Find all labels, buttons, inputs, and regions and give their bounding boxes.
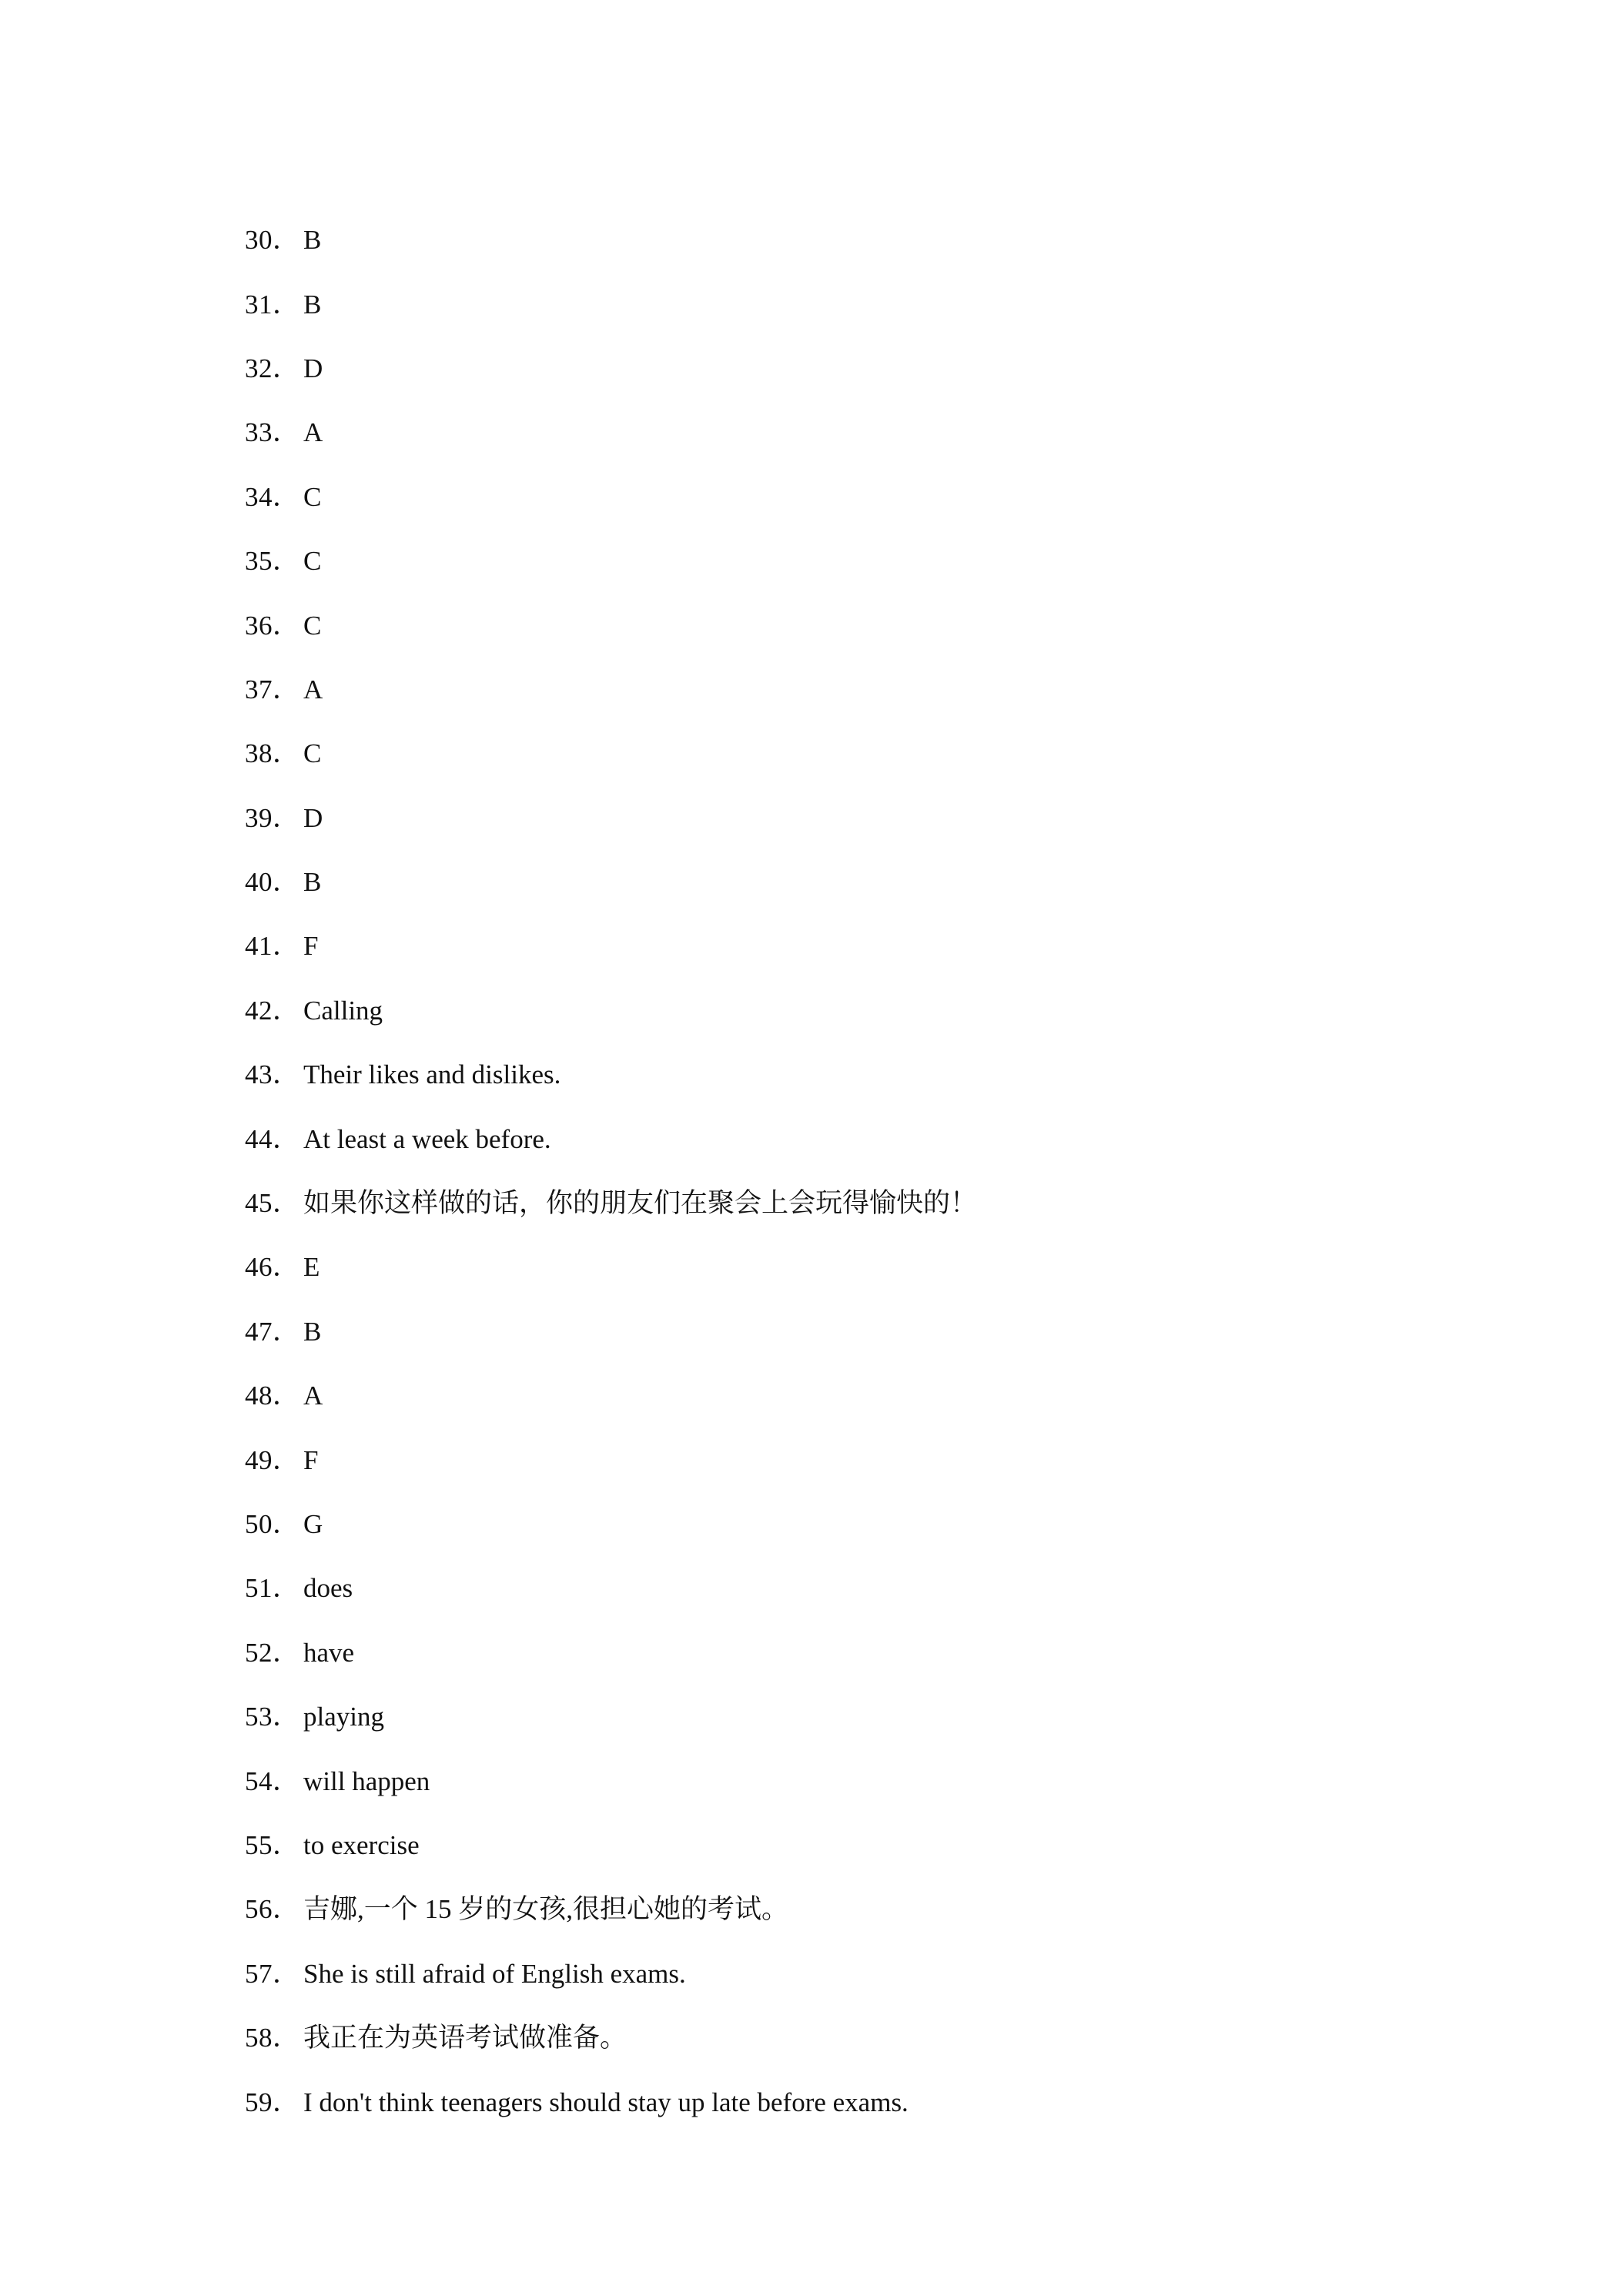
answer-text: C (303, 610, 322, 641)
answer-number: 45． (245, 1188, 300, 1219)
answer-number: 36． (245, 610, 300, 641)
answer-text: I don't think teenagers should stay up late before exams. (303, 2087, 909, 2117)
answer-list (245, 208, 1477, 2134)
answer-number: 52． (245, 1637, 300, 1668)
answer-row (245, 1106, 1477, 1170)
answer-text: F (303, 931, 319, 962)
answer-row (245, 1942, 1477, 2006)
answer-row (245, 1171, 1477, 1235)
answer-text: A (303, 1381, 323, 1411)
answer-row (245, 2006, 1477, 2070)
answer-text: She is still afraid of English exams. (303, 1958, 686, 1989)
answer-text: E (303, 1252, 320, 1283)
answer-row (245, 529, 1477, 593)
answer-text: Calling (303, 995, 383, 1026)
answer-number: 37． (245, 674, 300, 705)
answer-row (245, 1621, 1477, 1685)
answer-number: 48． (245, 1381, 300, 1411)
answer-row (245, 336, 1477, 400)
answer-number: 46． (245, 1252, 300, 1283)
answer-number: 58． (245, 2023, 300, 2053)
answer-text: will happen (303, 1766, 430, 1796)
answer-text: does (303, 1573, 353, 1604)
answer-row (245, 1300, 1477, 1364)
answer-row (245, 593, 1477, 657)
answer-number: 31． (245, 289, 300, 320)
answer-number: 44． (245, 1123, 300, 1154)
answer-row (245, 850, 1477, 914)
answer-number: 43． (245, 1059, 300, 1090)
answer-text: C (303, 546, 322, 577)
answer-row (245, 786, 1477, 850)
answer-row (245, 1749, 1477, 1812)
answer-number: 34． (245, 481, 300, 512)
answer-text: A (303, 417, 323, 448)
answer-row (245, 272, 1477, 336)
answer-text: 我正在为英语考试做准备。 (303, 2023, 627, 2053)
answer-text: to exercise (303, 1829, 420, 1860)
answer-row (245, 914, 1477, 978)
answer-row (245, 1235, 1477, 1299)
answer-number: 50． (245, 1509, 300, 1539)
answer-row (245, 1556, 1477, 1620)
answer-number: 33． (245, 417, 300, 448)
answer-number: 47． (245, 1316, 300, 1347)
answer-row (245, 400, 1477, 464)
answer-number: 53． (245, 1702, 300, 1732)
answer-number: 41． (245, 931, 300, 962)
answer-row (245, 1877, 1477, 1941)
answer-row (245, 208, 1477, 272)
answer-row (245, 979, 1477, 1043)
answer-row (245, 1813, 1477, 1877)
answer-row (245, 721, 1477, 785)
answer-row (245, 1364, 1477, 1427)
answer-number: 42． (245, 995, 300, 1026)
answer-text: D (303, 353, 323, 383)
answer-text: have (303, 1637, 355, 1668)
answer-text: B (303, 1316, 322, 1347)
answer-number: 55． (245, 1829, 300, 1860)
answer-text: At least a week before. (303, 1123, 551, 1154)
answer-number: 49． (245, 1444, 300, 1475)
answer-text: C (303, 738, 322, 769)
answer-number: 30． (245, 225, 300, 256)
answer-number: 35． (245, 546, 300, 577)
answer-text: 如果你这样做的话，你的朋友们在聚会上会玩得愉快的！ (303, 1188, 978, 1219)
answer-text: 吉娜,一个 15 岁的女孩,很担心她的考试。 (303, 1894, 789, 1925)
answer-row (245, 1685, 1477, 1749)
answer-text: G (303, 1509, 323, 1539)
answer-text: Their likes and dislikes. (303, 1059, 561, 1090)
answer-number: 38． (245, 738, 300, 769)
answer-row (245, 1427, 1477, 1491)
answer-text: B (303, 867, 322, 898)
answer-row (245, 658, 1477, 721)
answer-number: 40． (245, 867, 300, 898)
answer-text: playing (303, 1702, 384, 1732)
answer-number: 39． (245, 802, 300, 833)
answer-number: 57． (245, 1958, 300, 1989)
answer-row (245, 465, 1477, 529)
answer-row (245, 1043, 1477, 1106)
answer-number: 54． (245, 1766, 300, 1796)
answer-text: C (303, 481, 322, 512)
answer-number: 51． (245, 1573, 300, 1604)
answer-text: B (303, 289, 322, 320)
answer-text: B (303, 225, 322, 256)
answer-text: A (303, 674, 323, 705)
answer-number: 59． (245, 2087, 300, 2117)
answer-row (245, 2070, 1477, 2134)
answer-text: D (303, 802, 323, 833)
answer-row (245, 1492, 1477, 1556)
answer-number: 56． (245, 1894, 300, 1925)
answer-number: 32． (245, 353, 300, 383)
answer-text: F (303, 1444, 319, 1475)
